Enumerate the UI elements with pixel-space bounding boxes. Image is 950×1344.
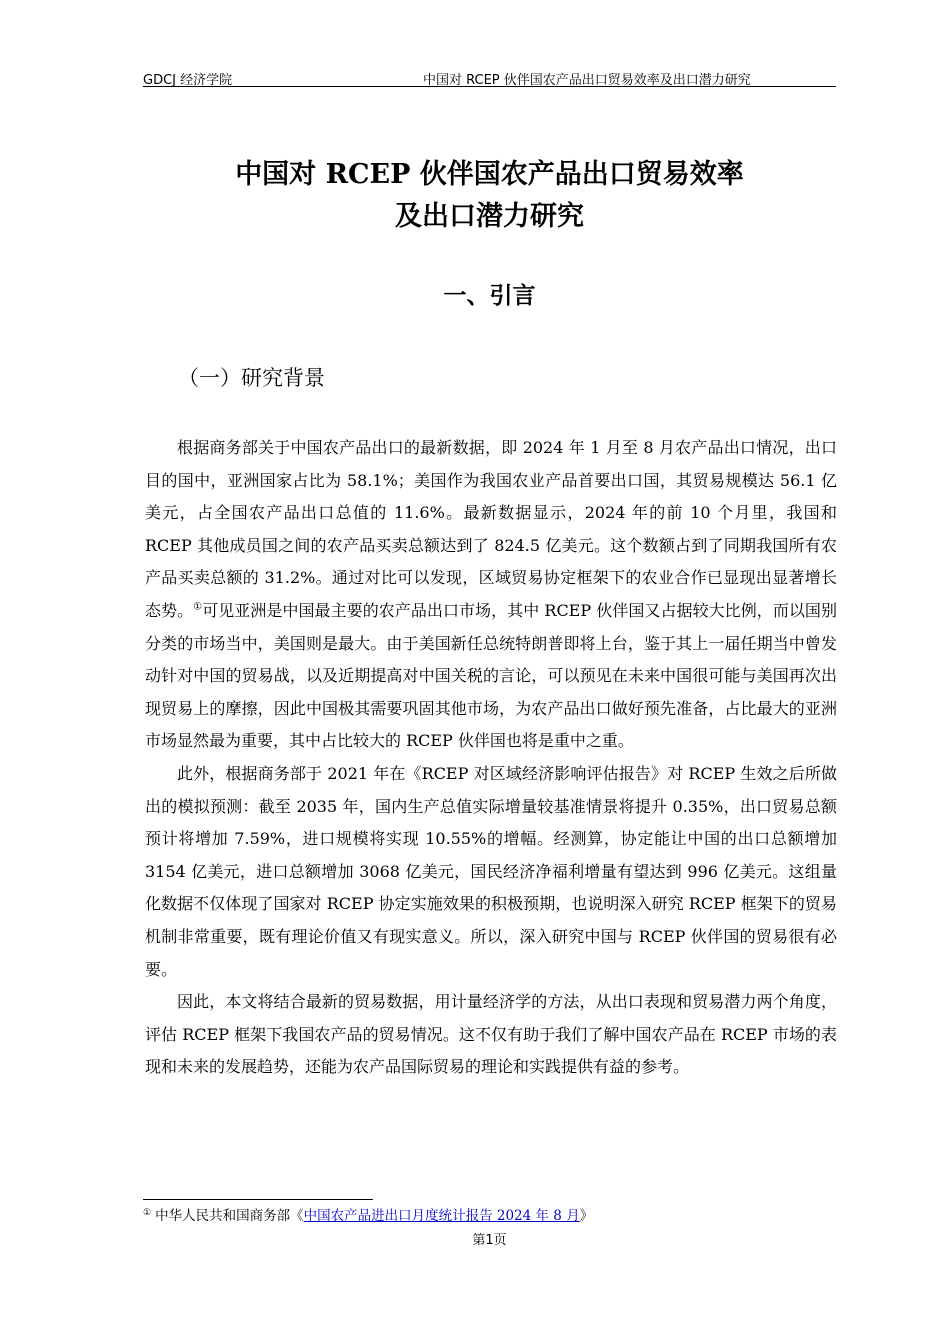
- header-institution: GDCJ 经济学院: [143, 73, 233, 88]
- footnote-divider: [143, 1199, 373, 1200]
- paragraph-2: 此外，根据商务部于 2021 年在《RCEP 对区域经济影响评估报告》对 RCEP 生效之后所做出的模拟预测：截至 2035 年，国内生产总值实际增量较基准情景将提升 0.35%，出口贸易总额预计将增加 7.59%，进口规模将实现 10.55%的增幅。经测算，协定能让中国的出口总额增加 3154 亿美元，进口总额增加 3068 亿美元，国民经济净福利增量有望达到 996 亿美元。这组量化数据不仅体现了国家对 RCEP 协定实施效果的积极预期，也说明深入研究 RCEP 框架下的贸易机制非常重要，既有理论价值又有现实意义。所以，深入研究中国与 RCEP 伙伴国的贸易很有必要。: [145, 763, 837, 979]
- paragraph-1: [145, 432, 837, 758]
- page-number: 第1页: [472, 1233, 507, 1248]
- footnote-reference[interactable]: ①: [193, 601, 203, 613]
- running-header: [143, 68, 836, 87]
- header-paper-title: 中国对 RCEP 伙伴国农产品出口贸易效率及出口潜力研究: [423, 73, 751, 88]
- paper-title-line-2: 及出口潜力研究: [395, 201, 584, 232]
- footnote-suffix: 》: [579, 1208, 594, 1224]
- body-text: [145, 432, 837, 1084]
- section-heading-introduction: 一、引言: [443, 283, 536, 309]
- footnote: [143, 1206, 836, 1226]
- footnote-mark: ①: [143, 1207, 152, 1218]
- footnote-source-link[interactable]: 中国农产品进出口月度统计报告 2024 年 8 月: [303, 1208, 580, 1224]
- paper-title: [143, 154, 836, 238]
- paragraph-1-part-b: 可见亚洲是中国最主要的农产品出口市场，其中 RCEP 伙伴国又占据较大比例，而以国别分类的市场当中，美国则是最大。由于美国新任总统特朗普即将上台，鉴于其上一届任期当中曾发动针对中国的贸易战，以及近期提高对中国关税的言论，可以预见在未来中国很可能与美国再次出现贸易上的摩擦，因此中国极其需要巩固其他市场，为农产品出口做好预先准备，占比最大的亚洲市场显然最为重要，其中占比较大的 RCEP 伙伴国也将是重中之重。: [145, 600, 837, 751]
- subsection-heading-background: （一）研究背景: [178, 366, 325, 390]
- footnote-prefix: 中华人民共和国商务部《: [155, 1208, 304, 1224]
- paragraph-1-part-a: 根据商务部关于中国农产品出口的最新数据，即 2024 年 1 月至 8 月农产品出口情况，出口目的国中，亚洲国家占比为 58.1%；美国作为我国农业产品首要出口国，其贸易规模达 56.1 亿美元，占全国农产品出口总值的 11.6%。最新数据显示，2024 年的前 10 个月里，我国和 RCEP 其他成员国之间的农产品买卖总额达到了 824.5 亿美元。这个数额占到了同期我国所有农产品买卖总额的 31.2%。通过对比可以发现，区域贸易协定框架下的农业合作已显现出显著增长态势。: [145, 438, 837, 620]
- paper-title-line-1: 中国对 RCEP 伙伴国农产品出口贸易效率: [235, 159, 744, 190]
- paragraph-3: 因此，本文将结合最新的贸易数据，用计量经济学的方法，从出口表现和贸易潜力两个角度，评估 RCEP 框架下我国农产品的贸易情况。这不仅有助于我们了解中国农产品在 RCEP 市场的表现和未来的发展趋势，还能为农产品国际贸易的理论和实践提供有益的参考。: [145, 992, 837, 1077]
